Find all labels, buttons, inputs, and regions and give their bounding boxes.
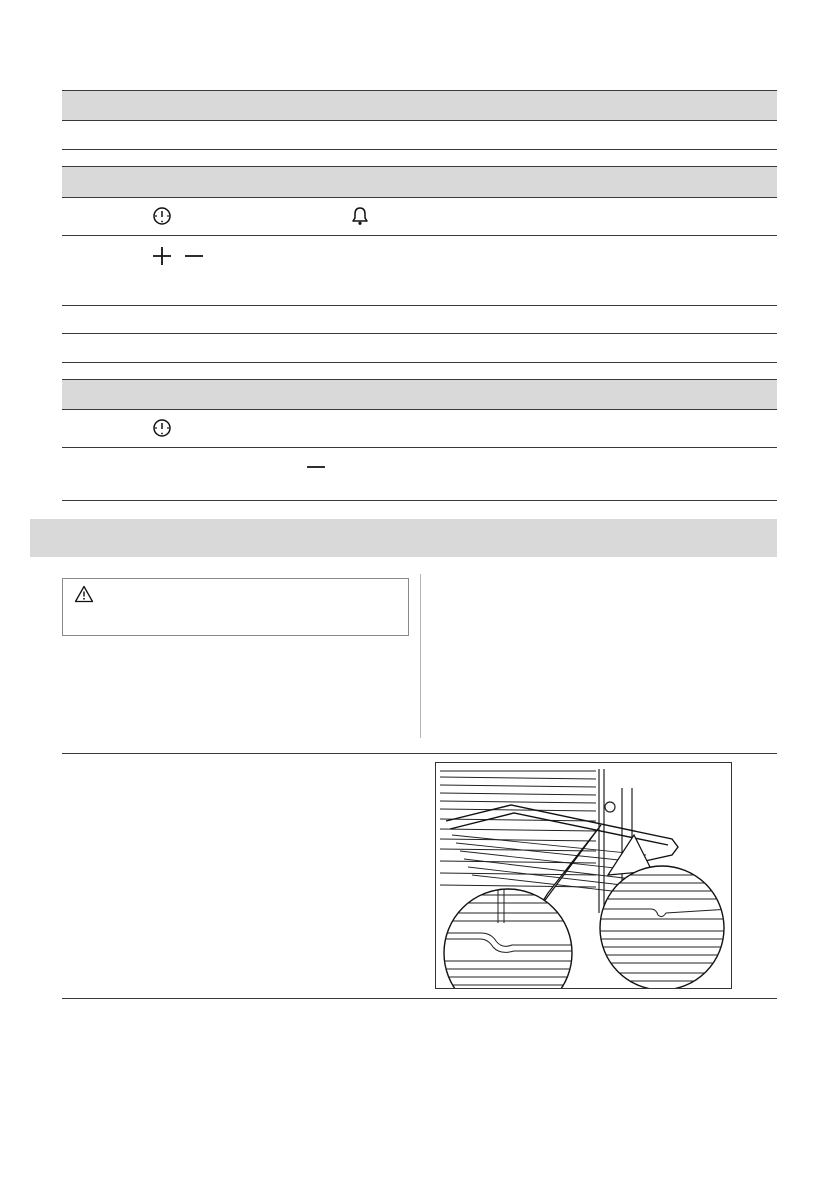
table3-rule-header-bottom bbox=[62, 409, 777, 410]
table1-header-band bbox=[62, 90, 777, 120]
table2-rule-top bbox=[62, 166, 777, 167]
warning-triangle-icon bbox=[74, 585, 94, 603]
clock-icon bbox=[152, 206, 172, 226]
minus-icon bbox=[305, 456, 327, 478]
table1-rule-header-bottom bbox=[62, 120, 777, 121]
shelf-illustration-drawing bbox=[436, 763, 731, 988]
table1-rule-end bbox=[62, 149, 777, 150]
table2-rule-row1 bbox=[62, 235, 777, 236]
lower-rule-top bbox=[62, 753, 777, 754]
lower-rule-bottom bbox=[62, 998, 777, 999]
column-divider bbox=[420, 574, 421, 738]
bell-icon bbox=[351, 206, 369, 226]
table3-rule-row1 bbox=[62, 447, 777, 448]
table1-rule-top bbox=[62, 90, 777, 91]
warning-box bbox=[62, 578, 409, 636]
table3-rule-end bbox=[62, 500, 777, 501]
shelf-illustration bbox=[435, 762, 732, 989]
minus-icon bbox=[183, 245, 205, 267]
table2-rule-header-bottom bbox=[62, 197, 777, 198]
table2-rule-row3 bbox=[62, 333, 777, 334]
table3-header-band bbox=[62, 379, 777, 409]
clock-icon bbox=[152, 418, 172, 438]
table2-rule-end bbox=[62, 362, 777, 363]
table2-rule-row2 bbox=[62, 305, 777, 306]
plus-icon bbox=[151, 245, 173, 267]
section-heading-band bbox=[30, 519, 777, 557]
table2-header-band bbox=[62, 166, 777, 197]
table3-rule-top bbox=[62, 379, 777, 380]
